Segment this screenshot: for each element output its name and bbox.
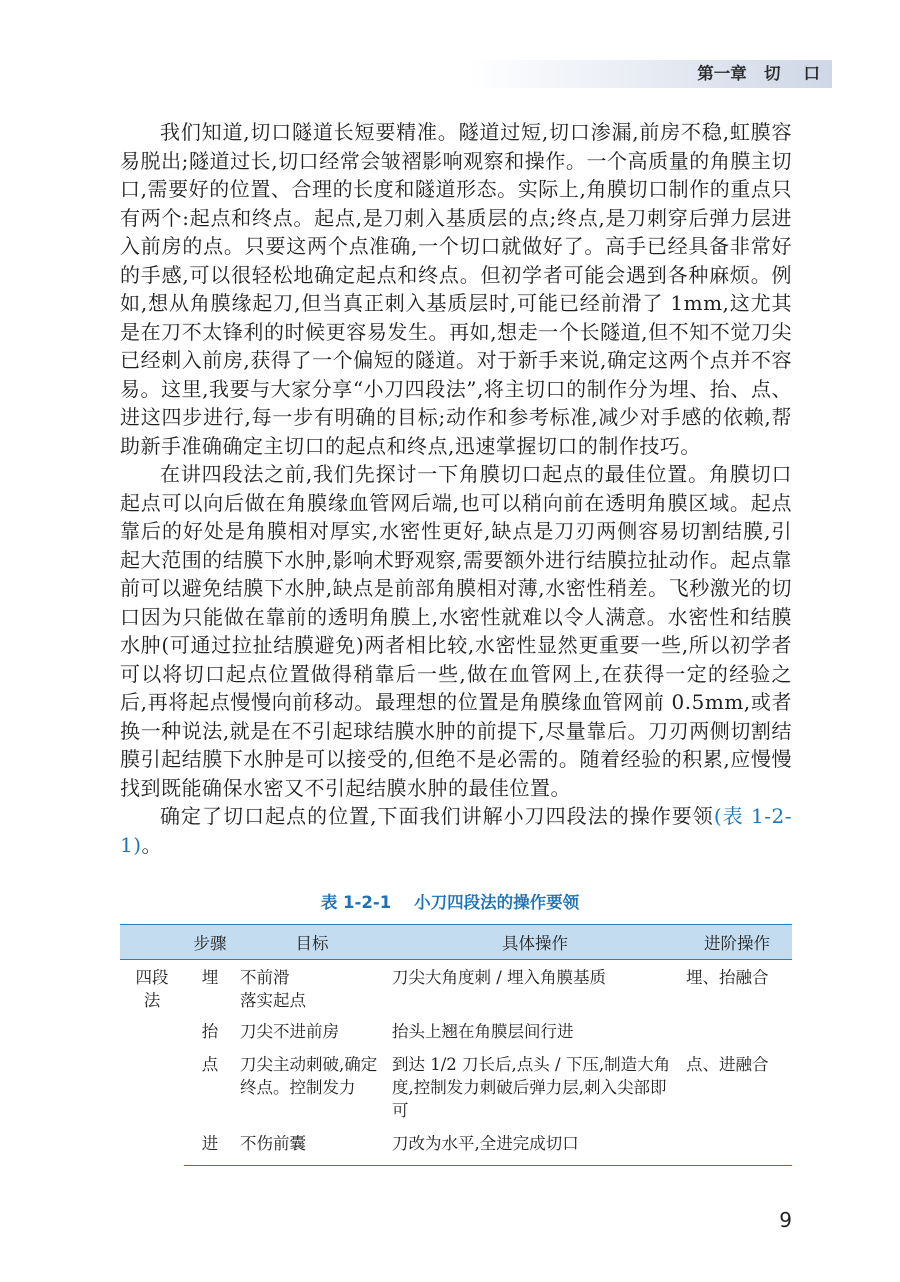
paragraph: 我们知道,切口隧道长短要精准。隧道过短,切口渗漏,前房不稳,虹膜容易脱出;隧道过长,切口经常会皱褶影响观察和操作。一个高质量的角膜主切口,需要好的位置、合理的长度和隧道形态。实际上,角膜切口制作的重点只有两个:起点和终点。起点,是刀刺入基质层的点;终点,是刀刺穿后弹力层进入前房的点。只要这两个点准确,一个切口就做好了。高手已经具备非常好的手感,可以很轻松地确定起点和终点。但初学者可能会遇到各种麻烦。例如,想从角膜缘起刀,但当真正刺入基质层时,可能已经前滑了 1mm,这尤其是在刀不太锋利的时候更容易发生。再如,想走一个长隧道,但不知不觉刀尖已经刺入前房,获得了一个偏短的隧道。对于新手来说,确定这两个点并不容易。这里,我要与大家分享“小刀四段法”,将主切口的制作分为埋、抬、点、进这四步进行,每一步有明确的目标;动作和参考标准,减少对手感的依赖,帮助新手准确确定主切口的起点和终点,迅速掌握切口的制作技巧。	[120, 120, 792, 458]
step-cell: 进	[184, 1122, 236, 1166]
step-cell: 点	[201, 1055, 219, 1074]
header-cell	[120, 925, 184, 960]
action-cell: 到达 1/2 刀长后,点头 / 下压,制造大角度,控制发力刺破后弹力层,刺入尖部即可	[392, 1055, 671, 1120]
header-cell: 目标	[236, 925, 388, 960]
table-row	[120, 1122, 792, 1166]
paragraph-end: 。	[141, 832, 163, 857]
group-label: 四段法	[135, 968, 169, 1010]
advanced-cell	[682, 1122, 792, 1166]
header-cell: 进阶操作	[682, 925, 792, 960]
step-cell: 埋	[201, 968, 219, 987]
table-row	[120, 960, 792, 1013]
advanced-cell: 埋、抬融合	[686, 968, 769, 987]
table-reference-link[interactable]: (表 1-2-1)	[120, 804, 793, 857]
goal-cell: 不伤前囊	[236, 1122, 388, 1166]
goal-cell: 刀尖不进前房	[240, 1022, 339, 1041]
operations-table	[120, 924, 792, 1166]
page-number: 9	[779, 1208, 792, 1232]
table-row	[120, 1043, 792, 1122]
advanced-cell	[682, 1012, 792, 1043]
table-header-row	[120, 925, 792, 960]
body-text	[120, 118, 792, 859]
header-cell: 具体操作	[388, 925, 682, 960]
header-cell: 步骤	[184, 925, 236, 960]
goal-cell: 刀尖主动刺破,确定终点。控制发力	[240, 1055, 378, 1097]
action-cell: 刀改为水平,全进完成切口	[388, 1122, 682, 1166]
step-cell: 抬	[201, 1022, 219, 1041]
table-caption: 表 1-2-1 小刀四段法的操作要领	[320, 893, 580, 912]
paragraph	[120, 802, 792, 859]
goal-cell: 不前滑 落实起点	[240, 968, 306, 1010]
chapter-title: 第一章 切 口	[697, 64, 820, 83]
paragraph-text: 确定了切口起点的位置,下面我们讲解小刀四段法的操作要领	[160, 804, 714, 828]
action-cell: 抬头上翘在角膜层间行进	[392, 1022, 574, 1041]
action-cell: 刀尖大角度刺 / 埋入角膜基质	[392, 968, 607, 987]
paragraph: 在讲四段法之前,我们先探讨一下角膜切口起点的最佳位置。角膜切口起点可以向后做在角膜缘血管网后端,也可以稍向前在透明角膜区域。起点靠后的好处是角膜相对厚实,水密性更好,缺点是刀刃两侧容易切割结膜,引起大范围的结膜下水肿,影响术野观察,需要额外进行结膜拉扯动作。起点靠前可以避免结膜下水肿,缺点是前部角膜相对薄,水密性稍差。飞秒激光的切口因为只能做在靠前的透明角膜上,水密性就难以令人满意。水密性和结膜水肿(可通过拉扯结膜避免)两者相比较,水密性显然更重要一些,所以初学者可以将切口起点位置做得稍靠后一些,做在血管网上,在获得一定的经验之后,再将起点慢慢向前移动。最理想的位置是角膜缘血管网前 0.5mm,或者换一种说法,就是在不引起球结膜水肿的前提下,尽量靠后。刀刃两侧切割结膜引起结膜下水肿是可以接受的,但绝不是必需的。随着经验的积累,应慢慢找到既能确保水密又不引起结膜水肿的最佳位置。	[120, 462, 792, 800]
table-row	[120, 1012, 792, 1043]
advanced-cell: 点、进融合	[686, 1055, 769, 1074]
